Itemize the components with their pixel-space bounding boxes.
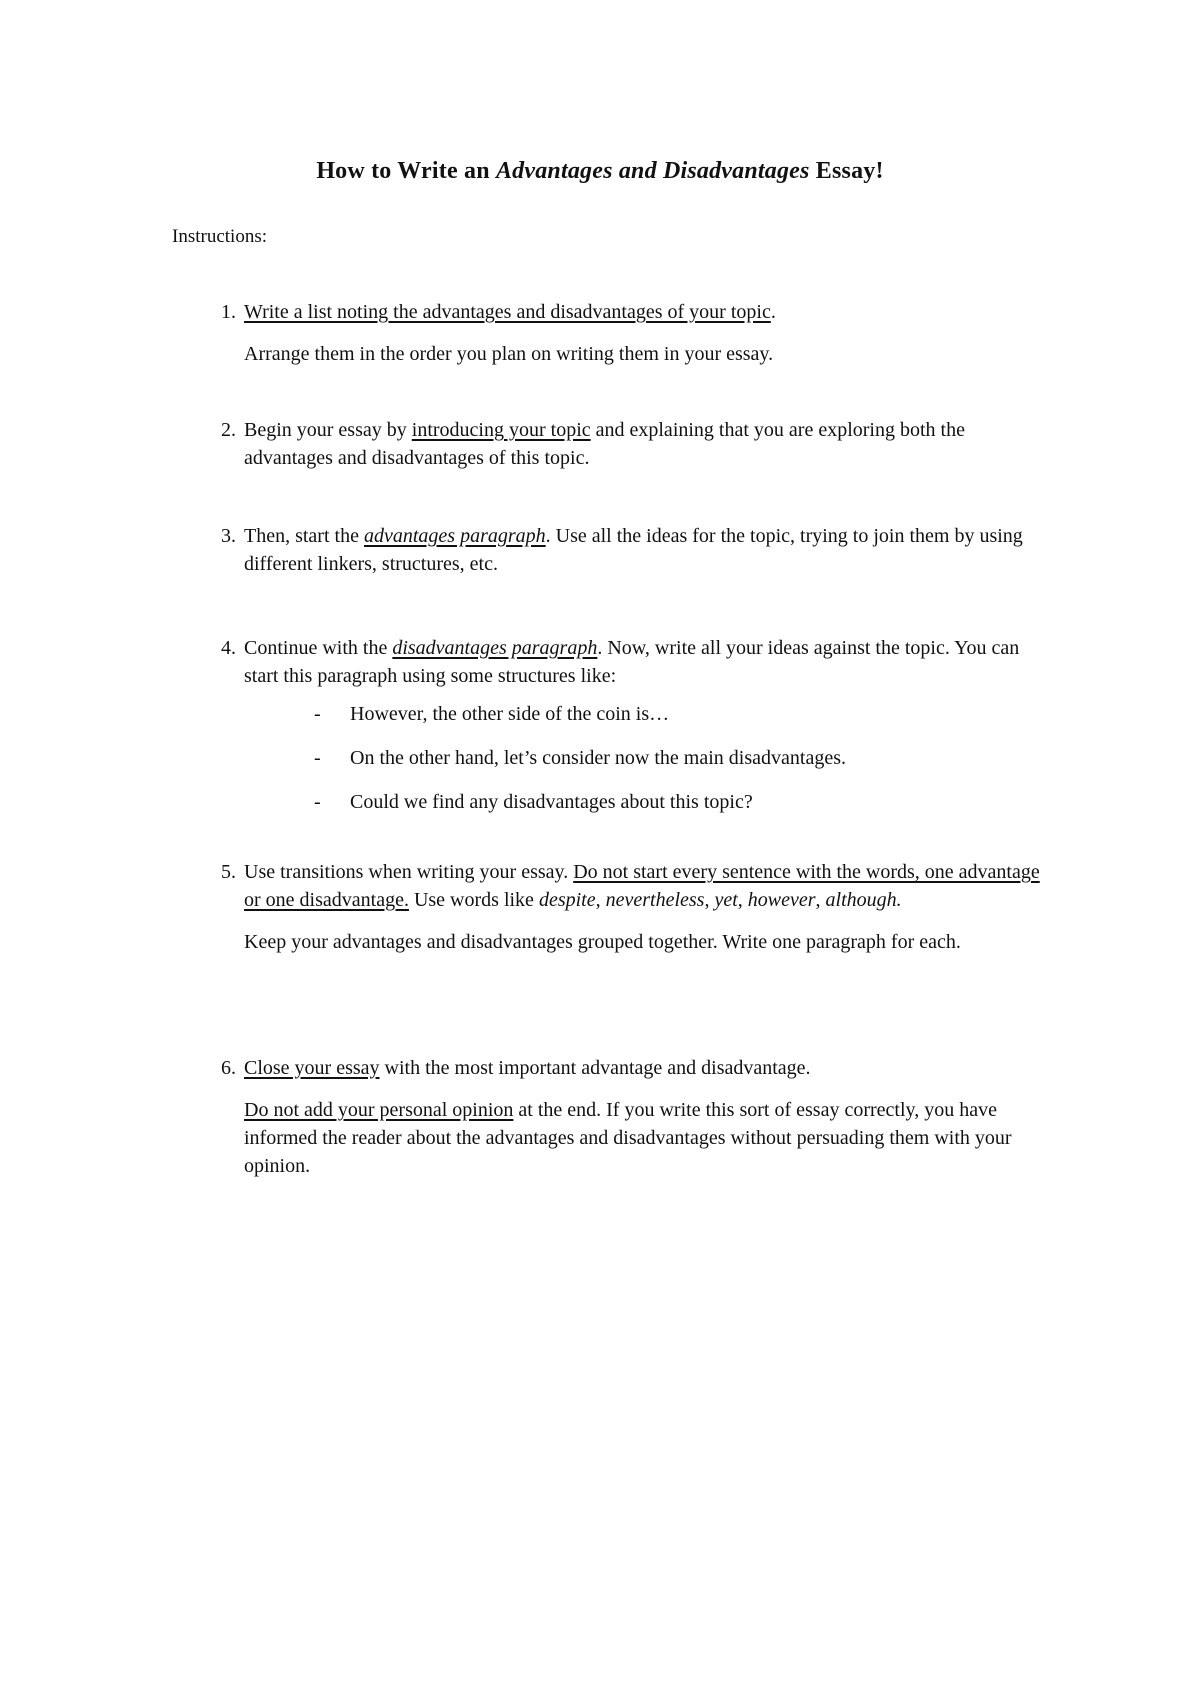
list-item bbox=[244, 700, 1052, 744]
list-item bbox=[244, 788, 1052, 832]
comma: , bbox=[704, 889, 715, 911]
item-2-text-before: Begin your essay by bbox=[244, 419, 412, 441]
item-number: 3. bbox=[221, 525, 236, 547]
item-5-text-mid: Use words like bbox=[408, 889, 539, 911]
comma: , bbox=[815, 889, 826, 911]
item-5-paragraph-2: Keep your advantages and disadvantages grouped together. Write one paragraph for each. bbox=[244, 931, 961, 953]
list-item-5 bbox=[172, 858, 1052, 956]
transition-word: nevertheless bbox=[605, 889, 705, 911]
item-3-text-after: . Use all the ideas for the topic, trying to join them by using different linkers, structures, etc. bbox=[244, 525, 1023, 575]
bullet-text: On the other hand, let’s consider now the main disadvantages. bbox=[350, 747, 846, 769]
item-6-text-1: with the most important advantage and disadvantage. bbox=[379, 1057, 811, 1079]
item-5-underlined: Do not start every sentence with the words, one advantage or one disadvantage. bbox=[244, 861, 1040, 911]
item-1-punct: . bbox=[770, 301, 776, 323]
transition-word: yet bbox=[714, 889, 738, 911]
transition-word: although. bbox=[825, 889, 902, 911]
item-4-text-after: . Now, write all your ideas against the topic. You can start this paragraph using some structures like: bbox=[244, 637, 1020, 687]
title-part-1: How to Write an bbox=[316, 158, 496, 184]
title-part-2: Advantages and Disadvantages bbox=[495, 158, 810, 184]
item-4-text-before: Continue with the bbox=[244, 637, 393, 659]
item-3-text-before: Then, start the bbox=[244, 525, 364, 547]
bullet-text: Could we find any disadvantages about this topic? bbox=[350, 791, 753, 813]
item-6-underlined-2: Do not add your personal opinion bbox=[244, 1099, 514, 1121]
list-item bbox=[244, 744, 1052, 788]
comma: , bbox=[737, 889, 748, 911]
list-item-1 bbox=[172, 298, 1052, 368]
list-item-6 bbox=[172, 1054, 1052, 1180]
item-number: 2. bbox=[221, 419, 236, 441]
comma: , bbox=[595, 889, 606, 911]
item-5-text-before: Use transitions when writing your essay. bbox=[244, 861, 574, 883]
page-title bbox=[0, 158, 1200, 185]
item-6-text-2: at the end. If you write this sort of essay correctly, you have informed the reader about the advantages and disadvantages without persuading them with your opinion. bbox=[244, 1099, 1012, 1177]
bullet-marker: - bbox=[314, 747, 321, 769]
item-number: 6. bbox=[221, 1057, 236, 1079]
item-number: 1. bbox=[221, 301, 236, 323]
list-item-3 bbox=[172, 522, 1052, 578]
item-3-underlined: advantages paragraph bbox=[363, 525, 546, 547]
transition-word: however bbox=[747, 889, 816, 911]
item-number: 5. bbox=[221, 861, 236, 883]
transition-word: despite bbox=[538, 889, 596, 911]
instructions-label: Instructions: bbox=[172, 226, 267, 247]
item-6-underlined-1: Close your essay bbox=[244, 1057, 380, 1079]
bullet-marker: - bbox=[314, 791, 321, 813]
item-1-underlined: Write a list noting the advantages and disadvantages of your topic bbox=[244, 301, 771, 323]
item-number: 4. bbox=[221, 637, 236, 659]
bullet-text: However, the other side of the coin is… bbox=[350, 703, 670, 725]
title-part-3: Essay! bbox=[809, 158, 884, 184]
item-4-underlined: disadvantages paragraph bbox=[392, 637, 598, 659]
bullet-marker: - bbox=[314, 703, 321, 725]
item-1-line-2: Arrange them in the order you plan on writing them in your essay. bbox=[244, 343, 774, 365]
list-item-4 bbox=[172, 634, 1052, 832]
structures-list bbox=[244, 700, 1052, 832]
item-2-underlined: introducing your topic bbox=[411, 419, 591, 441]
list-item-2 bbox=[172, 416, 1052, 472]
item-2-text-after: and explaining that you are exploring both the advantages and disadvantages of this topic. bbox=[244, 419, 965, 469]
